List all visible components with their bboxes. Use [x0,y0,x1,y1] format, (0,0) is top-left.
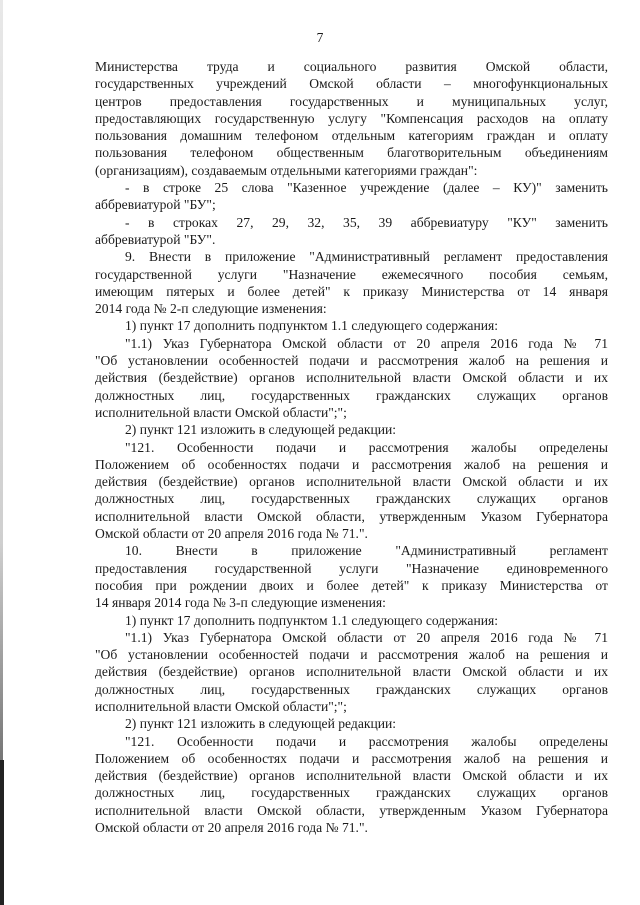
text-line: 2014 года № 2-п следующие изменения: [95,301,327,317]
text-line: "121. Особенности подачи и рассмотрения жалобы определены [125,733,608,749]
text-line: Положением об особенностях подачи и рассмотрения жалоб на решения и [95,456,608,472]
text-line: Омской области от 20 апреля 2016 года № 71.". [95,526,368,542]
text-line: исполнительной власти Омской области, утвержденным Указом Губернатора [95,508,608,524]
text-line: Положением об особенностях подачи и рассмотрения жалоб на решения и [95,750,608,766]
text-line: (организациям), создаваемым отдельными категориями граждан": [95,162,478,178]
text-line: "1.1) Указ Губернатора Омской области от 20 апреля 2016 года № 71 [125,335,608,351]
text-line: 2) пункт 121 изложить в следующей редакции: [125,422,397,438]
text-line: "1.1) Указ Губернатора Омской области от 20 апреля 2016 года № 71 [125,629,608,645]
scan-edge-mark [0,760,4,905]
text-line: должностных лиц, государственных гражданских служащих органов [95,785,608,801]
text-line: Омской области от 20 апреля 2016 года № 71.". [95,820,368,836]
page-number: 7 [316,30,324,45]
text-line: 1) пункт 17 дополнить подпунктом 1.1 следующего содержания: [125,318,499,334]
text-line: пользования телефоном общественным благотворительным объединениям [95,145,608,161]
text-line: аббревиатурой "БУ"; [95,197,216,213]
text-line: предоставляющих государственную услугу "Компенсация расходов на оплату [95,110,608,126]
text-line: "Об установлении особенностей подачи и рассмотрения жалоб на решения и [95,647,608,663]
text-line: Министерства труда и социального развития Омской области, [95,59,608,74]
text-line: 9. Внести в приложение "Административный регламент предоставления [125,249,608,265]
text-line: действия (бездействие) органов исполнительной власти Омской области и их [95,768,608,784]
text-line: 14 января 2014 года № 3-п следующие изменения: [95,595,386,611]
text-line: 2) пункт 121 изложить в следующей редакции: [125,716,397,732]
text-line: государственных учреждений Омской области – многофункциональных [95,76,608,92]
text-line: 10. Внести в приложение "Административный регламент [125,543,608,559]
text-line: имеющим пятерых и более детей" к приказу Министерства от 14 января [95,283,608,299]
text-line: исполнительной власти Омской области, утвержденным Указом Губернатора [95,802,608,818]
text-line: 1) пункт 17 дополнить подпунктом 1.1 следующего содержания: [125,612,499,628]
text-line: предоставления государственной услуги "Назначение единовременного [95,560,608,576]
text-line: действия (бездействие) органов исполнительной власти Омской области и их [95,370,608,386]
text-line: должностных лиц, государственных гражданских служащих органов [95,387,608,403]
text-line: аббревиатурой "БУ". [95,231,216,247]
text-line: - в строках 27, 29, 32, 35, 39 аббревиатуру "КУ" заменить [125,214,608,230]
text-line: исполнительной власти Омской области";"; [95,404,347,420]
text-line: исполнительной власти Омской области";"; [95,698,347,714]
text-line: "Об установлении особенностей подачи и рассмотрения жалоб на решения и [95,353,608,369]
text-line: должностных лиц, государственных гражданских служащих органов [95,681,608,697]
text-line: пособия при рождении двоих и более детей" к приказу Министерства от [95,577,608,593]
document-body [95,58,608,836]
text-line: действия (бездействие) органов исполнительной власти Омской области и их [95,474,608,490]
text-line: действия (бездействие) органов исполнительной власти Омской области и их [95,664,608,680]
text-line: - в строке 25 слова "Казенное учреждение (далее – КУ)" заменить [125,180,608,196]
text-line: должностных лиц, государственных гражданских служащих органов [95,491,608,507]
text-line: "121. Особенности подачи и рассмотрения жалобы определены [125,439,608,455]
text-line: пользования домашним телефоном отдельным категориям граждан и оплату [95,128,608,144]
text-line: центров предоставления государственных и муниципальных услуг, [95,93,608,109]
text-line: государственной услуги "Назначение ежемесячного пособия семьям, [95,266,608,282]
